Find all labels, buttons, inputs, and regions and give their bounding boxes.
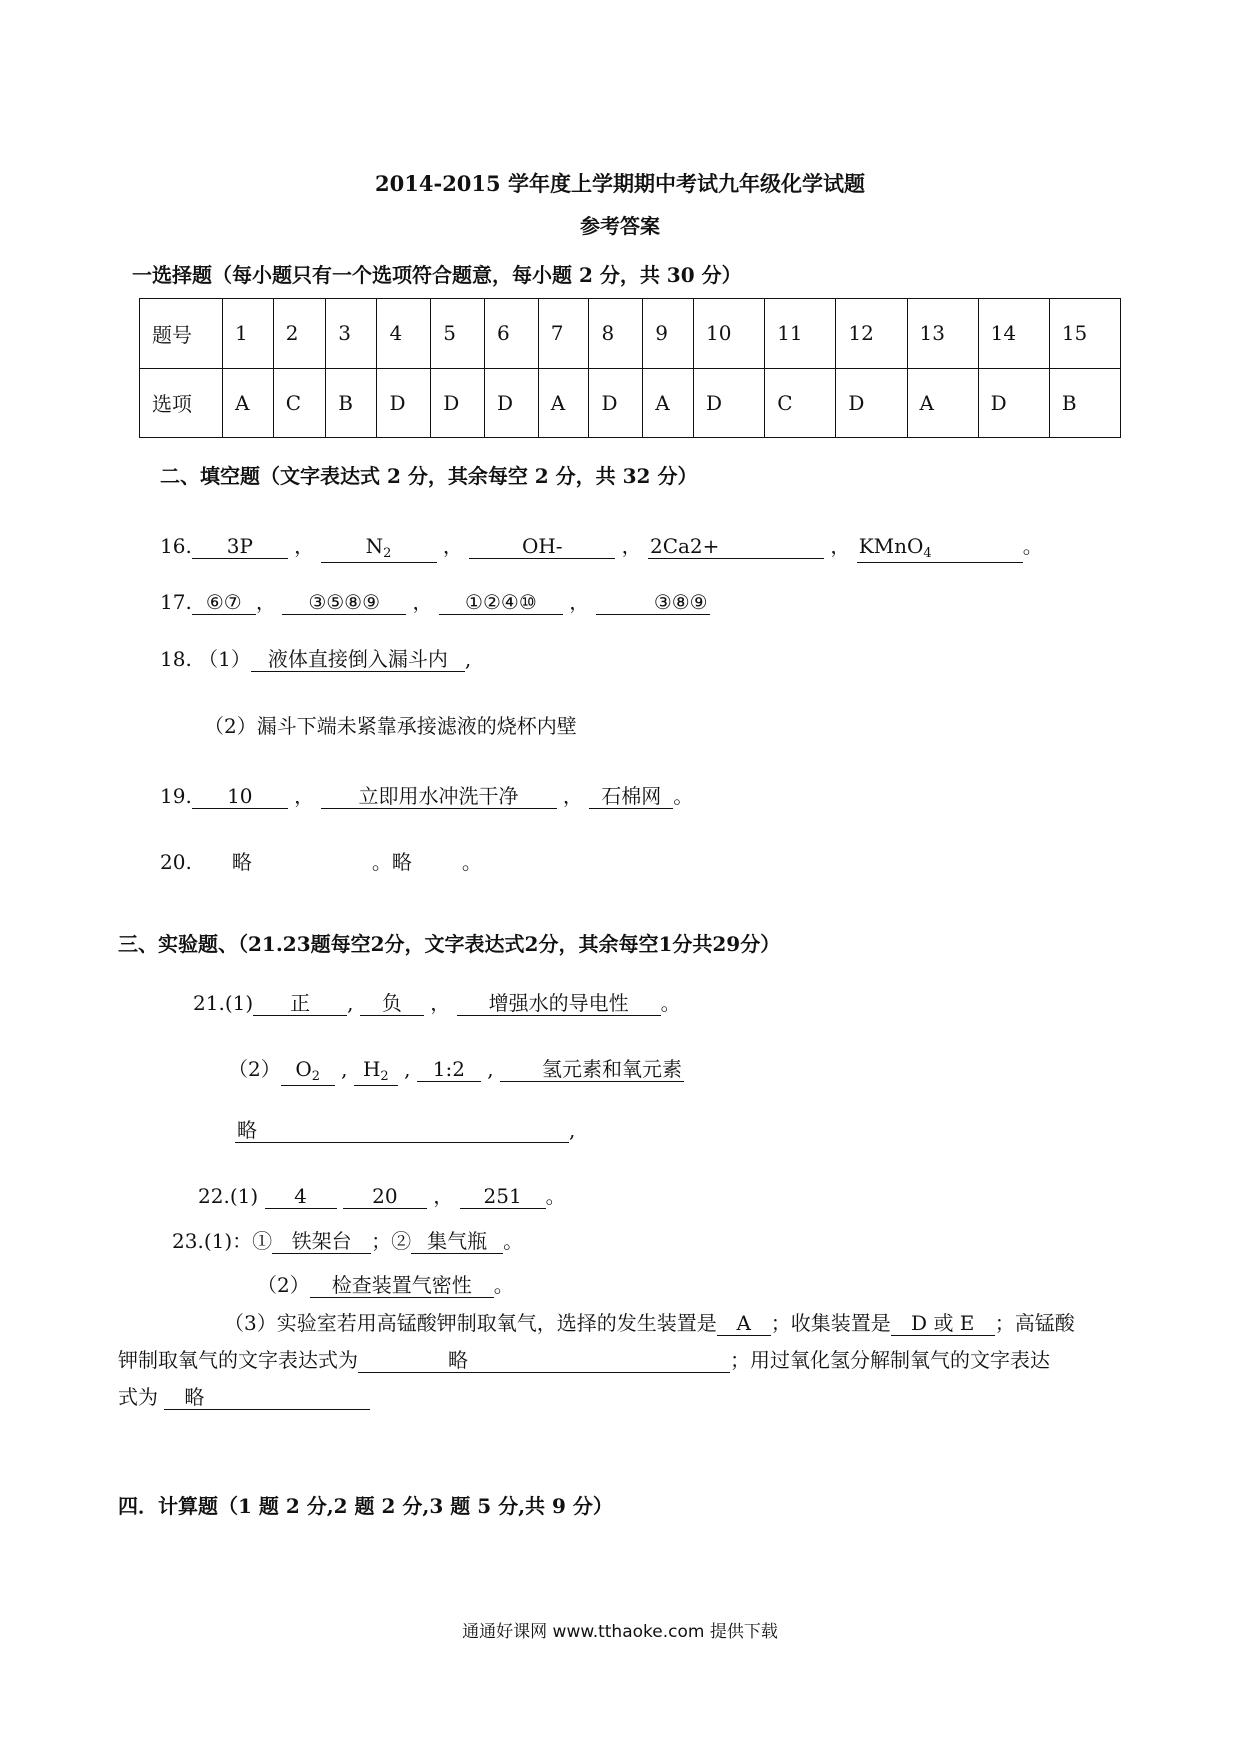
- table-cell-number: 4: [377, 299, 431, 369]
- question-text: （3）实验室若用高锰酸钾制取氧气，选择的发生装置是: [224, 1311, 717, 1335]
- table-cell-number: 8: [589, 299, 643, 369]
- table-cell-number: 12: [836, 299, 907, 369]
- answer-blank: [281, 1058, 335, 1086]
- answer-blank: 检查装置气密性: [310, 1274, 494, 1298]
- table-row-label: 题号: [140, 299, 223, 369]
- question-number: 17.: [160, 590, 192, 614]
- table-cell-number: 3: [326, 299, 377, 369]
- table-cell-answer: D: [431, 368, 485, 438]
- table-cell-answer: C: [765, 368, 836, 438]
- question-number: 19.: [160, 784, 192, 808]
- formula-main: KMnO: [858, 534, 924, 558]
- answer-blank: OH-: [469, 535, 615, 559]
- table-row-answers: [140, 368, 1121, 438]
- answer-blank: [857, 535, 1023, 563]
- part-label: (1): [229, 1184, 259, 1208]
- question-18-part2: [204, 710, 577, 739]
- table-cell-number: 15: [1049, 299, 1120, 369]
- part-label: （2）: [228, 1057, 281, 1081]
- table-row-numbers: [140, 299, 1121, 369]
- circled-number: ①: [252, 1229, 273, 1253]
- answer-table: [139, 298, 1121, 438]
- answer-blank: 略: [235, 1119, 569, 1143]
- answer-blank: 251: [460, 1185, 546, 1209]
- page-title: 2014-2015 学年度上学期期中考试九年级化学试题: [375, 171, 865, 196]
- question-23-part2: （2） 检查装置气密性 。: [257, 1273, 514, 1297]
- part-label: (1): [224, 991, 254, 1015]
- table-cell-answer: D: [978, 368, 1049, 438]
- table-cell-number: 7: [538, 299, 589, 369]
- answer-blank: D 或 E: [891, 1312, 995, 1336]
- answer-blank: 增强水的导电性: [457, 992, 661, 1016]
- answer-blank: 4: [265, 1185, 337, 1209]
- part-label: （2）: [257, 1273, 310, 1297]
- question-20: 20. 略 。略 。: [160, 850, 482, 874]
- answer-blank: [321, 535, 437, 563]
- formula-subscript: 4: [923, 546, 932, 561]
- table-cell-number: 6: [484, 299, 538, 369]
- answer-blank: 略: [358, 1349, 730, 1373]
- table-cell-answer: D: [377, 368, 431, 438]
- part-label: （1）: [198, 647, 251, 671]
- question-16: 16. 3P ， $N_2$ ， OH- ， 2Ca2+ ， KMnO$_4$ 。: [160, 534, 1043, 561]
- table-cell-number: 9: [643, 299, 694, 369]
- question-number: 23.: [172, 1229, 204, 1253]
- table-cell-answer: D: [694, 368, 765, 438]
- answer-blank: 石棉网: [589, 785, 673, 809]
- table-cell-answer: D: [836, 368, 907, 438]
- formula-subscript: 2: [311, 1069, 321, 1084]
- table-cell-answer: A: [223, 368, 274, 438]
- table-cell-number: 5: [431, 299, 485, 369]
- page-footer: 通通好课网 www.tthaoke.com 提供下载: [462, 1622, 778, 1642]
- answer-blank: 负: [360, 992, 424, 1016]
- answer-text: 略: [391, 850, 412, 874]
- section2-heading: 二、填空题（文字表达式 2 分，其余每空 2 分，共 32 分）: [160, 464, 698, 488]
- circled-number: ；②: [371, 1229, 412, 1253]
- section4-heading: 四．计算题（1 题 2 分,2 题 2 分,3 题 5 分,共 9 分）: [118, 1494, 613, 1518]
- section1-heading: 一选择题（每小题只有一个选项符合题意，每小题 2 分，共 30 分）: [132, 263, 742, 287]
- answer-blank: 立即用水冲洗干净: [321, 785, 557, 809]
- answer-blank: 集气瓶: [411, 1230, 503, 1254]
- answer-text: 漏斗下端未紧靠承接滤液的烧杯内壁: [256, 714, 577, 738]
- question-number: 22.: [198, 1184, 230, 1208]
- table-cell-answer: A: [538, 368, 589, 438]
- answer-blank: A: [717, 1312, 771, 1336]
- question-text: 钾制取氧气的文字表达式为: [118, 1348, 358, 1372]
- question-21-part3: 略 ,: [237, 1118, 576, 1142]
- answer-blank: 正: [253, 992, 347, 1016]
- answer-blank: 2Ca2+: [648, 535, 824, 559]
- table-cell-number: 11: [765, 299, 836, 369]
- table-cell-number: 2: [273, 299, 325, 369]
- answer-blank: 1:2: [417, 1058, 481, 1082]
- table-cell-answer: A: [907, 368, 978, 438]
- question-19: 19. 10 ， 立即用水冲洗干净 ， 石棉网 。: [160, 784, 694, 808]
- answer-blank: [354, 1058, 398, 1086]
- question-number: 16.: [160, 534, 192, 558]
- question-text: ；用过氧化氢分解制氧气的文字表达: [730, 1348, 1050, 1372]
- question-number: 18.: [160, 647, 192, 671]
- question-number: 21.: [193, 991, 225, 1015]
- page-subtitle: 参考答案: [580, 214, 660, 238]
- formula-main: O: [295, 1057, 312, 1081]
- table-row-label: 选项: [140, 368, 223, 438]
- answer-blank: 铁架台: [272, 1230, 371, 1254]
- table-cell-number: 10: [694, 299, 765, 369]
- table-cell-answer: A: [643, 368, 694, 438]
- answer-blank: ①②④⑩: [439, 591, 563, 615]
- answer-blank: ③⑧⑨: [596, 591, 710, 615]
- formula-main: N: [365, 534, 384, 558]
- question-number: 20.: [160, 850, 192, 874]
- table-cell-answer: C: [273, 368, 325, 438]
- question-21-part1: 21.(1) 正 , 负 ， 增强水的导电性 。: [193, 991, 681, 1015]
- formula-subscript: 2: [383, 546, 392, 561]
- formula-subscript: 2: [380, 1069, 389, 1084]
- formula-main: H: [362, 1057, 381, 1081]
- table-cell-number: 14: [978, 299, 1049, 369]
- section3-heading: 三、实验题、（21.23题每空2分，文字表达式2分，其余每空1分共29分）: [118, 932, 781, 956]
- table-cell-answer: B: [326, 368, 377, 438]
- question-23-part3-line3: [118, 1381, 370, 1410]
- question-text: ；高锰酸: [994, 1311, 1075, 1335]
- answer-blank: 略: [164, 1386, 370, 1410]
- answer-blank: ⑥⑦: [192, 591, 256, 615]
- answer-blank: 10: [192, 785, 288, 809]
- answer-blank: ③⑤⑧⑨: [282, 591, 406, 615]
- question-22: 22.(1) 4 20 ， 251 。: [198, 1184, 566, 1208]
- answer-blank: 20: [343, 1185, 427, 1209]
- answer-blank: 液体直接倒入漏斗内: [251, 648, 465, 672]
- question-23-part3-line2: [118, 1344, 1050, 1373]
- table-cell-number: 1: [223, 299, 274, 369]
- question-23-part1: 23.(1)：① 铁架台 ；② 集气瓶 。: [172, 1229, 524, 1253]
- answer-blank: 氢元素和氧元素: [500, 1058, 684, 1082]
- table-cell-answer: D: [484, 368, 538, 438]
- part-label: (1)：: [203, 1229, 253, 1253]
- question-text: ；收集装置是: [770, 1311, 891, 1335]
- table-cell-answer: B: [1049, 368, 1120, 438]
- question-21-part2: （2） $O_2$ , $H_2$ , 1:2 , 氢元素和氧元素: [228, 1057, 682, 1084]
- question-text: 式为: [118, 1385, 158, 1409]
- table-cell-number: 13: [907, 299, 978, 369]
- answer-text: 略: [231, 850, 252, 874]
- question-17: 17. ⑥⑦ ， ③⑤⑧⑨ ， ①②④⑩ ， ③⑧⑨: [160, 590, 708, 614]
- question-18-part1: 18. （1） 液体直接倒入漏斗内 ,: [160, 647, 472, 671]
- part-label: （2）: [204, 714, 257, 738]
- question-23-part3-line1: [224, 1307, 1075, 1336]
- table-cell-answer: D: [589, 368, 643, 438]
- answer-blank: 3P: [192, 535, 288, 559]
